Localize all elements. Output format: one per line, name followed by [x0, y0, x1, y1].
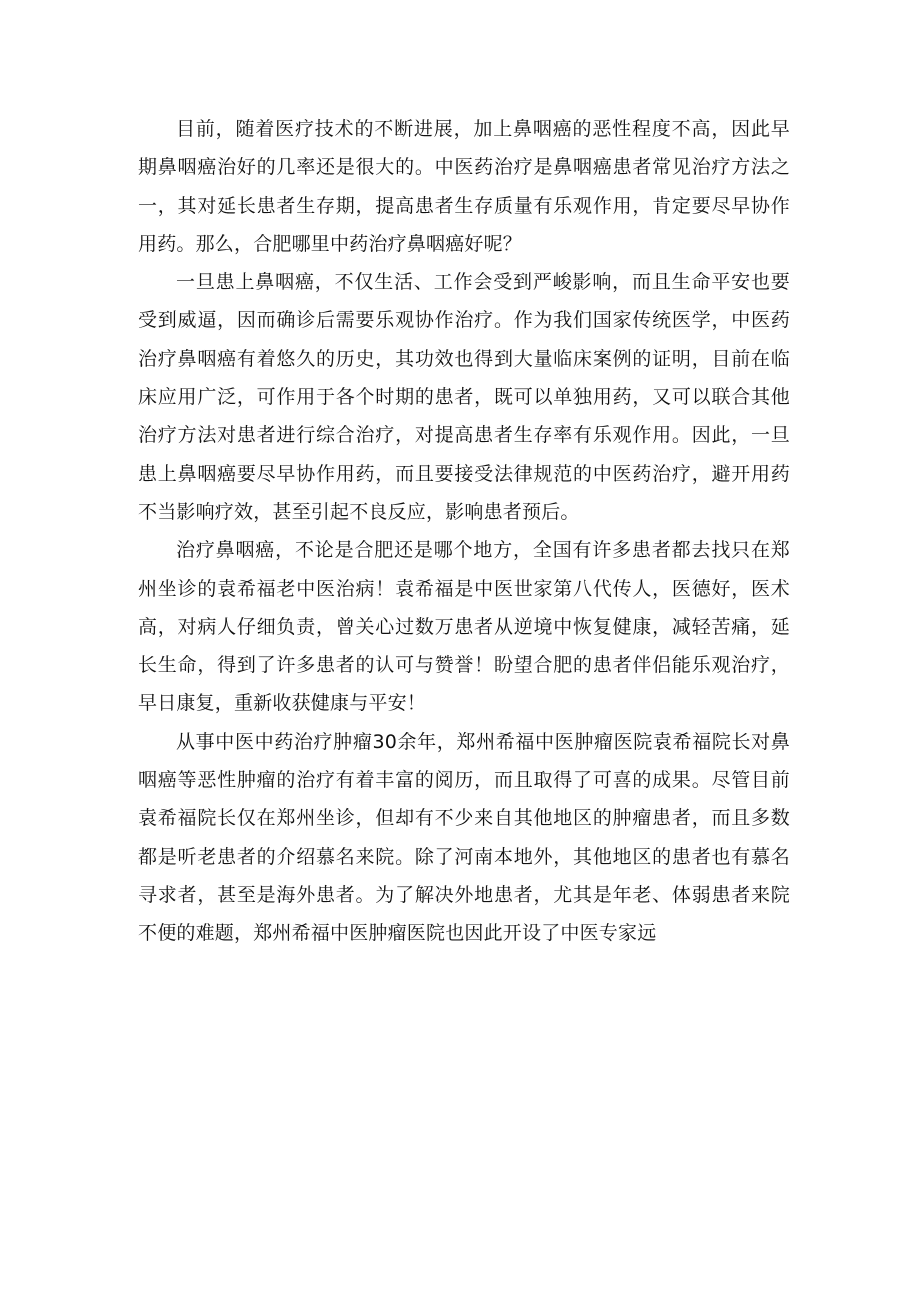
paragraph-3: 治疗鼻咽癌，不论是合肥还是哪个地方，全国有许多患者都去找只在郑州坐诊的袁希福老中医治病！袁希福是中医世家第八代传人，医德好，医术高，对病人仔细负责，曾关心过数万患者从逆境中恢复健康，减轻苦痛，延长生命，得到了许多患者的认可与赞誉！盼望合肥的患者伴侣能乐观治疗，早日康复，重新收获健康与平安！	[138, 539, 790, 715]
document-body	[138, 110, 790, 953]
paragraph-4: 从事中医中药治疗肿瘤30余年，郑州希福中医肿瘤医院袁希福院长对鼻咽癌等恶性肿瘤的治疗有着丰富的阅历，而且取得了可喜的成果。尽管目前袁希福院长仅在郑州坐诊，但却有不少来自其他地区的肿瘤患者，而且多数都是听老患者的介绍慕名来院。除了河南本地外，其他地区的患者也有慕名寻求者，甚至是海外患者。为了解决外地患者，尤其是年老、体弱患者来院不便的难题，郑州希福中医肿瘤医院也因此开设了中医专家远	[138, 730, 790, 945]
paragraph-1: 目前，随着医疗技术的不断进展，加上鼻咽癌的恶性程度不高，因此早期鼻咽癌治好的几率还是很大的。中医药治疗是鼻咽癌患者常见治疗方法之一，其对延长患者生存期，提高患者生存质量有乐观作用，肯定要尽早协作用药。那么，合肥哪里中药治疗鼻咽癌好呢？	[138, 118, 790, 255]
paragraph-2: 一旦患上鼻咽癌，不仅生活、工作会受到严峻影响，而且生命平安也要受到威逼，因而确诊后需要乐观协作治疗。作为我们国家传统医学，中医药治疗鼻咽癌有着悠久的历史，其功效也得到大量临床案例的证明，目前在临床应用广泛，可作用于各个时期的患者，既可以单独用药，又可以联合其他治疗方法对患者进行综合治疗，对提高患者生存率有乐观作用。因此，一旦患上鼻咽癌要尽早协作用药，而且要接受法律规范的中医药治疗，避开用药不当影响疗效，甚至引起不良反应，影响患者预后。	[138, 271, 790, 523]
